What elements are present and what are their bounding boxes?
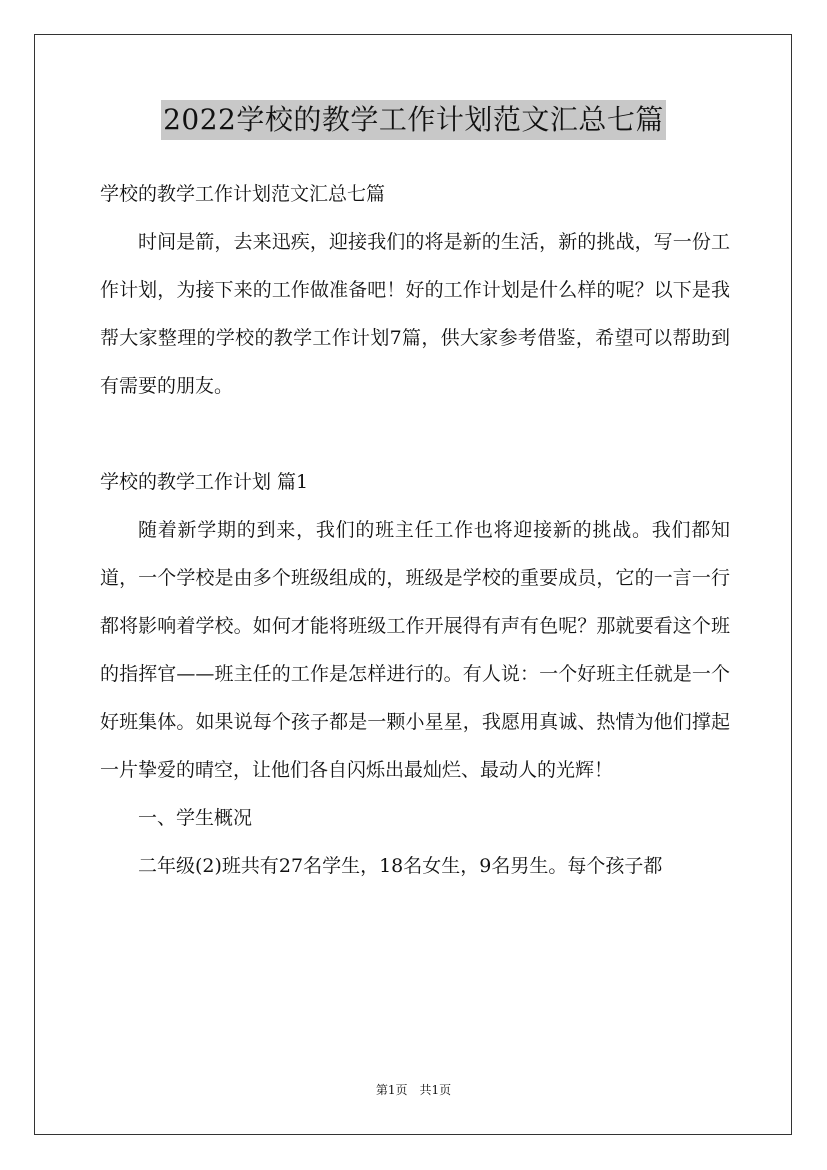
body-paragraph: 二年级(2)班共有27名学生，18名女生，9名男生。每个孩子都 (138, 855, 663, 877)
page-number: 第1页 共1页 (375, 1083, 452, 1097)
intro-paragraph: 时间是箭，去来迅疾，迎接我们的将是新的生活，新的挑战，写一份工作计划，为接下来的工作做准备吧！好的工作计划是什么样的呢？以下是我帮大家整理的学校的教学工作计划7篇，供大家参考借鉴，希望可以帮助到有需要的朋友。 (100, 231, 730, 397)
section-heading: 学校的教学工作计划 篇1 (100, 471, 309, 493)
document-body (100, 170, 730, 890)
document-subtitle: 学校的教学工作计划范文汇总七篇 (100, 183, 386, 205)
section-spacer (100, 410, 730, 458)
subsection-heading: 一、学生概况 (138, 807, 253, 829)
title-block (0, 100, 827, 140)
body-paragraph: 随着新学期的到来，我们的班主任工作也将迎接新的挑战。我们都知道，一个学校是由多个班级组成的，班级是学校的重要成员，它的一言一行都将影响着学校。如何才能将班级工作开展得有声有色呢？那就要看这个班的指挥官——班主任的工作是怎样进行的。有人说：一个好班主任就是一个好班集体。如果说每个孩子都是一颗小星星，我愿用真诚、热情为他们撑起一片挚爱的晴空，让他们各自闪烁出最灿烂、最动人的光辉！ (100, 519, 730, 781)
document-title: 2022学校的教学工作计划范文汇总七篇 (161, 100, 666, 140)
